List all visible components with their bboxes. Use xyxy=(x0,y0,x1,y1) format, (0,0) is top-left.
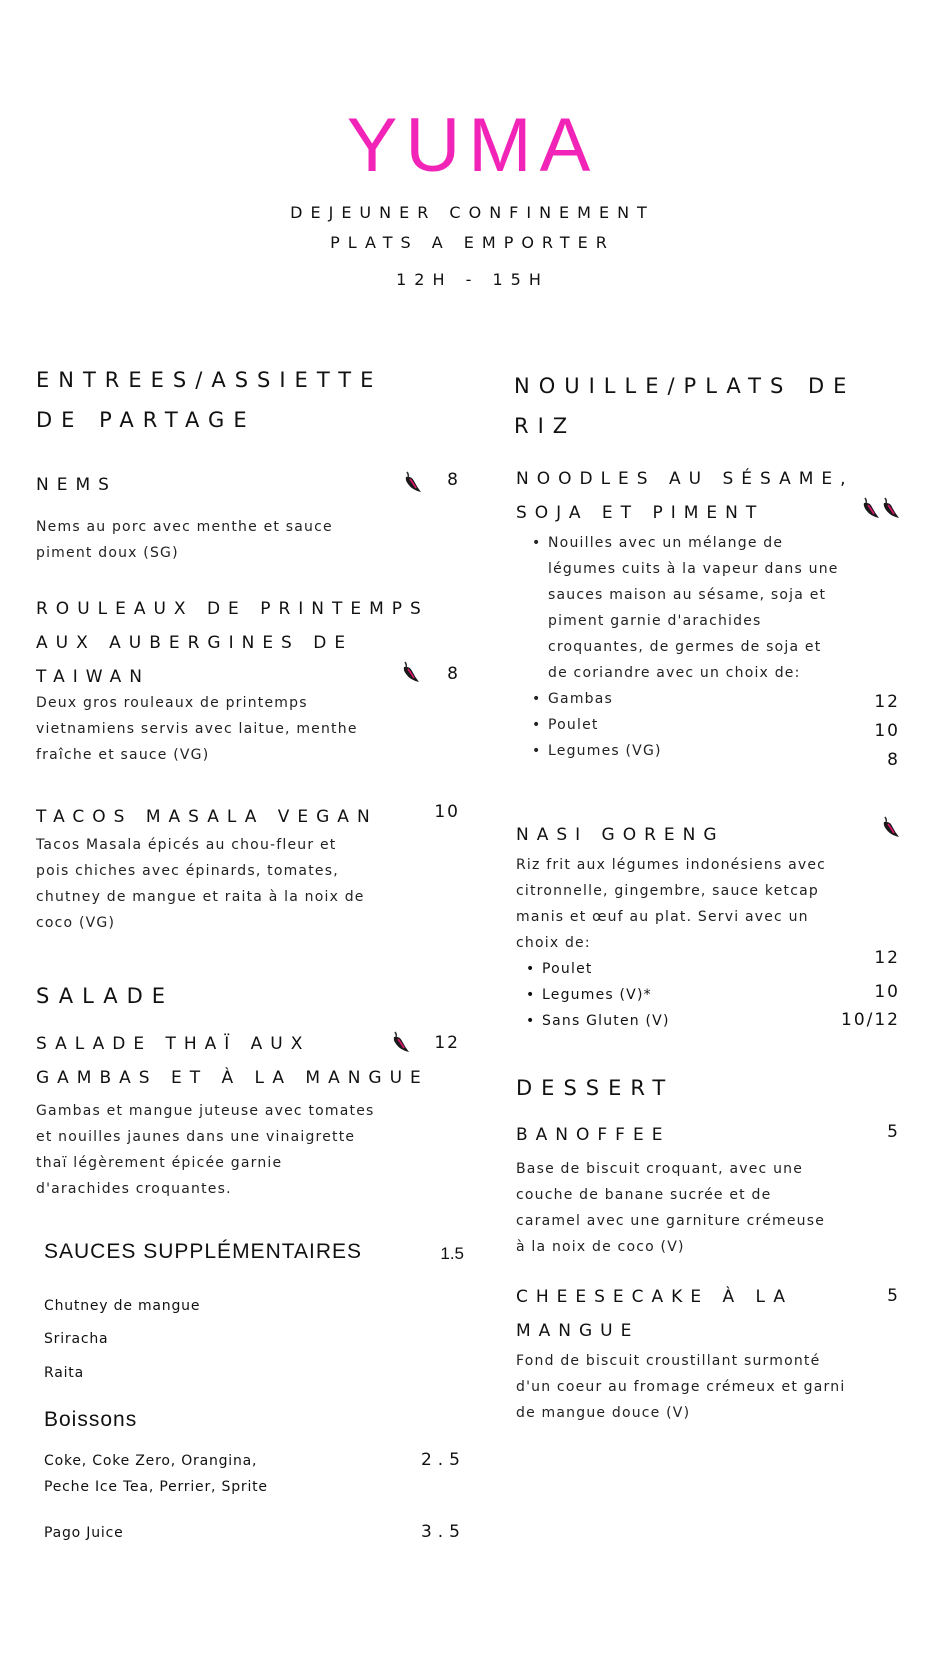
item-name-nasi: NASI GORENG xyxy=(516,825,725,845)
spicy-pepper-icon xyxy=(388,1030,410,1054)
item-name-noodles: NOODLES AU SÉSAME, SOJA ET PIMENT xyxy=(516,469,854,523)
price-tacos: 10 xyxy=(434,802,460,822)
spicy-pepper-icon xyxy=(398,660,420,684)
spicy-pepper-icon xyxy=(400,470,422,494)
desc-noodles: • Nouilles avec un mélange de légumes cuits à la vapeur dans une sauces maison au sésame, soja et piment garnie d'arachides croquantes, de germes de soja et de coriandre avec un choix de: • Gambas • Poulet • Legumes (VG) xyxy=(526,530,906,764)
spicy-pepper-icon xyxy=(878,496,900,520)
drink-item: Pago Juice xyxy=(44,1525,124,1541)
item-name-cheesecake: CHEESECAKE À LA MANGUE xyxy=(516,1287,793,1341)
option-item: • Poulet xyxy=(526,712,906,738)
section-title-nouille: NOUILLE/PLATS DE xyxy=(514,374,856,398)
section-title-nouille-2: RIZ xyxy=(514,414,577,438)
opening-hours: 12H - 15H xyxy=(396,270,549,289)
price-rouleaux: 8 xyxy=(447,664,460,684)
price-nems: 8 xyxy=(447,470,460,490)
item-name-nems: NEMS xyxy=(36,475,117,495)
price-option: 10 xyxy=(874,721,900,741)
sauce-item: Sriracha xyxy=(44,1331,109,1347)
desc-cheesecake: Fond de biscuit croustillant surmonté d'un coeur au fromage crémeux et garni de mangue douce (V) xyxy=(516,1353,846,1421)
price-banoffee: 5 xyxy=(887,1122,900,1142)
option-item: • Sans Gluten (V) xyxy=(520,1008,820,1034)
option-item: • Legumes (VG) xyxy=(526,738,906,764)
section-title-boissons: Boissons xyxy=(44,1408,138,1431)
item-name-tacos: TACOS MASALA VEGAN xyxy=(36,807,378,827)
logo: YUMA xyxy=(346,103,599,188)
section-title-sauces: SAUCES SUPPLÉMENTAIRES xyxy=(44,1240,363,1263)
desc-rouleaux: Deux gros rouleaux de printemps vietnamiens servis avec laitue, menthe fraîche et sauce (VG) xyxy=(36,695,358,763)
menu-subtitle: DEJEUNER CONFINEMENT xyxy=(290,203,655,222)
item-name-salade: SALADE THAÏ AUX GAMBAS ET À LA MANGUE xyxy=(36,1034,429,1088)
sauce-item: Chutney de mangue xyxy=(44,1298,201,1314)
price-option: 12 xyxy=(874,692,900,712)
options-nasi xyxy=(520,956,820,1034)
price-option: 10/12 xyxy=(841,1010,900,1030)
option-item: • Poulet xyxy=(520,956,820,982)
option-item: • Legumes (V)* xyxy=(520,982,820,1008)
desc-nasi: Riz frit aux légumes indonésiens avec citronnelle, gingembre, sauce ketcap manis et œuf au plat. Servi avec un choix de: xyxy=(516,857,827,951)
spicy-pepper-icon xyxy=(878,815,900,839)
price-option: 12 xyxy=(874,948,900,968)
desc-salade: Gambas et mangue juteuse avec tomates et nouilles jaunes dans une vinaigrette thaï légèrement épicée garnie d'arachides croquantes. xyxy=(36,1103,375,1197)
section-title-entrees: ENTREES/ASSIETTE xyxy=(36,368,383,392)
section-title-salade: SALADE xyxy=(36,984,175,1008)
price-option: 8 xyxy=(887,750,900,770)
desc-tacos: Tacos Masala épicés au chou-fleur et pois chiches avec épinards, tomates, chutney de mangue et raita à la noix de coco (VG) xyxy=(36,837,365,931)
menu-subtitle-2: PLATS A EMPORTER xyxy=(330,233,615,252)
spicy-pepper-icon xyxy=(858,496,880,520)
drink-item: Coke, Coke Zero, Orangina, Peche Ice Tea, Perrier, Sprite xyxy=(44,1453,268,1495)
desc-nems: Nems au porc avec menthe et sauce piment doux (SG) xyxy=(36,519,333,561)
price-sauces: 1.5 xyxy=(440,1244,464,1263)
sauce-item: Raita xyxy=(44,1365,84,1381)
section-title-dessert: DESSERT xyxy=(516,1076,675,1100)
section-title-entrees-2: DE PARTAGE xyxy=(36,408,256,432)
price-drink: 3.5 xyxy=(420,1522,466,1542)
item-name-rouleaux: ROULEAUX DE PRINTEMPS AUX AUBERGINES DE TAIWAN xyxy=(36,599,429,687)
price-option: 10 xyxy=(874,982,900,1002)
price-cheesecake: 5 xyxy=(887,1286,900,1306)
option-item: • Gambas xyxy=(526,686,906,712)
price-salade: 12 xyxy=(434,1033,460,1053)
item-name-banoffee: BANOFFEE xyxy=(516,1125,671,1145)
price-drink: 2.5 xyxy=(420,1450,466,1470)
desc-banoffee: Base de biscuit croquant, avec une couche de banane sucrée et de caramel avec une garniture crémeuse à la noix de coco (V) xyxy=(516,1161,826,1255)
